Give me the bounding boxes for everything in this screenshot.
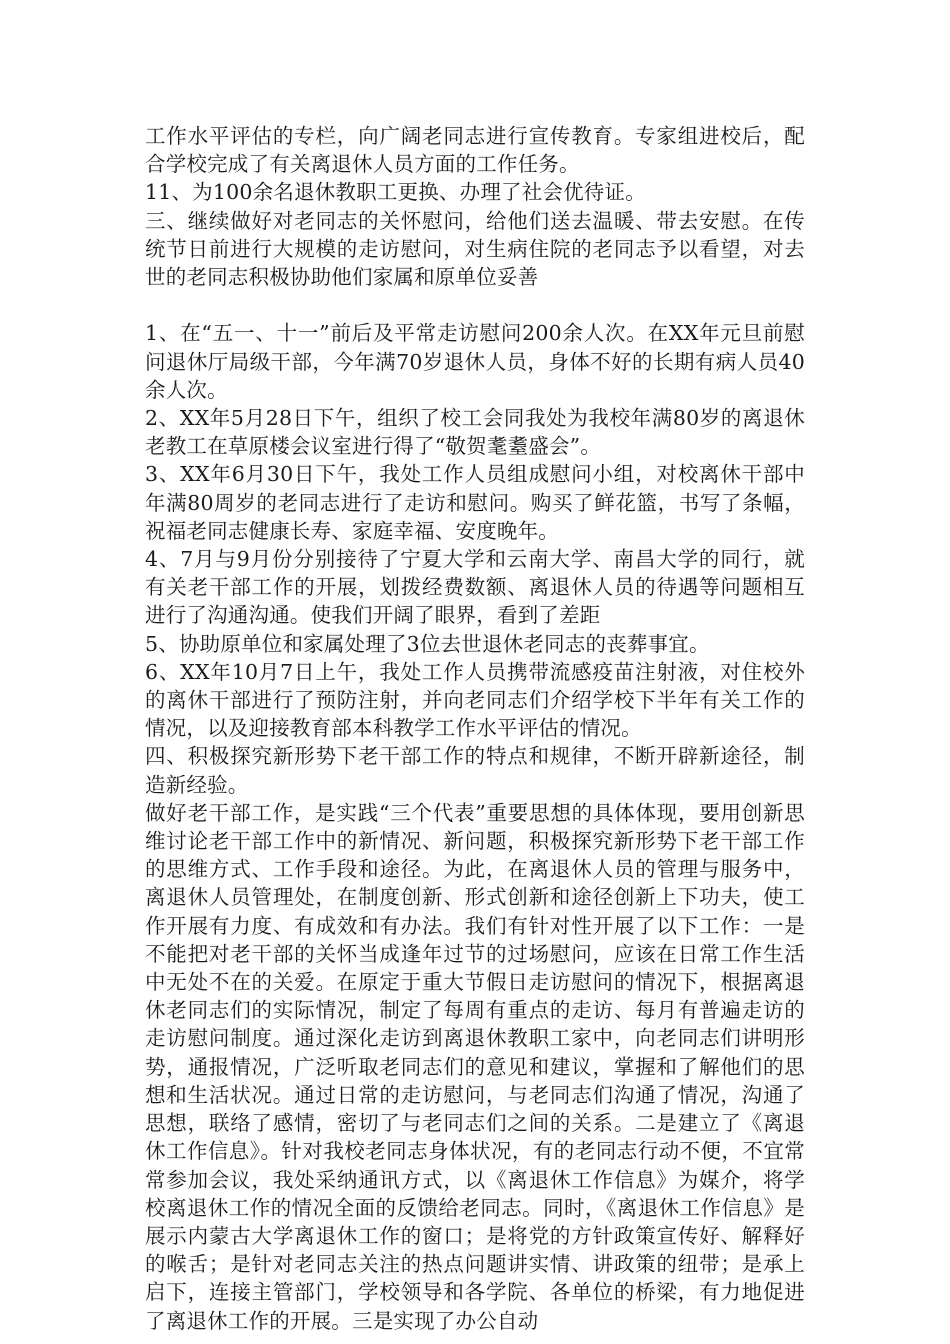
paragraph-gap	[145, 291, 805, 319]
paragraph-item-3: 3、XX年6月30日下午，我处工作人员组成慰问小组，对校离休干部中年满80周岁的老同志进行了走访和慰问。购买了鲜花篮，书写了条幅，祝福老同志健康长寿、家庭幸福、安度晚年。	[145, 462, 805, 543]
document-page	[145, 122, 805, 1335]
paragraph-item-5: 5、协助原单位和家属处理了3位去世退休老同志的丧葬事宜。	[145, 631, 710, 656]
paragraph-section-four: 四、积极探究新形势下老干部工作的特点和规律，不断开辟新途径，制造新经验。	[145, 744, 805, 797]
paragraph-body-text: 做好老干部工作，是实践“三个代表”重要思想的具体体现，要用创新思维讨论老干部工作中的新情况、新问题，积极探究新形势下老干部工作的思维方式、工作手段和途径。为此，在离退休人员的管理与服务中，离退休人员管理处，在制度创新、形式创新和途径创新上下功夫，使工作开展有力度、有成效和有办法。我们有针对性开展了以下工作：一是不能把对老干部的关怀当成逢年过节的过场慰问，应该在日常工作生活中无处不在的关爱。在原定于重大节假日走访慰问的情况下，根据离退休老同志们的实际情况，制定了每周有重点的走访、每月有普遍走访的走访慰问制度。通过深化走访到离退休教职工家中，向老同志们讲明形势，通报情况，广泛听取老同志们的意见和建议，掌握和了解他们的思想和生活状况。通过日常的走访慰问，与老同志们沟通了情况，沟通了思想，联络了感情，密切了与老同志们之间的关系。二是建立了《离退休工作信息》。针对我校老同志身体状况，有的老同志行动不便，不宜常常参加会议，我处采纳通讯方式，以《离退休工作信息》为媒介，将学校离退休工作的情况全面的反馈给老同志。同时，《离退休工作信息》是展示内蒙古大学离退休工作的窗口；是将党的方针政策宣传好、解释好的喉舌；是针对老同志关注的热点问题讲实情、讲政策的纽带；是承上启下，连接主管部门，学校领导和各学院、各单位的桥梁，有力地促进了离退休工作的开展。三是实现了办公自动	[145, 800, 805, 1333]
paragraph-item-6: 6、XX年10月7日上午，我处工作人员携带流感疫苗注射液，对住校外的离休干部进行了预防注射，并向老同志们介绍学校下半年有关工作的情况，以及迎接教育部本科教学工作水平评估的情况。	[145, 659, 805, 741]
paragraph-item-4: 4、7月与9月份分别接待了宁夏大学和云南大学、南昌大学的同行，就有关老干部工作的开展，划拨经费数额、离退休人员的待遇等问题相互进行了沟通沟通。使我们开阔了眼界，看到了差距	[145, 547, 805, 628]
paragraph-item-2: 2、XX年5月28日下午，组织了校工会同我处为我校年满80岁的离退休老教工在草原楼会议室进行得了“敬贺耄耋盛会”。	[145, 406, 805, 459]
paragraph-section-three: 三、继续做好对老同志的关怀慰问，给他们送去温暖、带去安慰。在传统节日前进行大规模的走访慰问，对生病住院的老同志予以看望，对去世的老同志积极协助他们家属和原单位妥善	[145, 208, 805, 290]
paragraph-item-11: 11、为100余名退休教职工更换、办理了社会优待证。	[145, 180, 646, 205]
paragraph-assessment-column: 工作水平评估的专栏，向广阔老同志进行宣传教育。专家组进校后，配合学校完成了有关离退休人员方面的工作任务。	[145, 124, 805, 177]
paragraph-item-1: 1、在“五一、十一”前后及平常走访慰问200余人次。在XX年元旦前慰问退休厅局级干部，今年满70岁退休人员，身体不好的长期有病人员40余人次。	[145, 321, 805, 402]
